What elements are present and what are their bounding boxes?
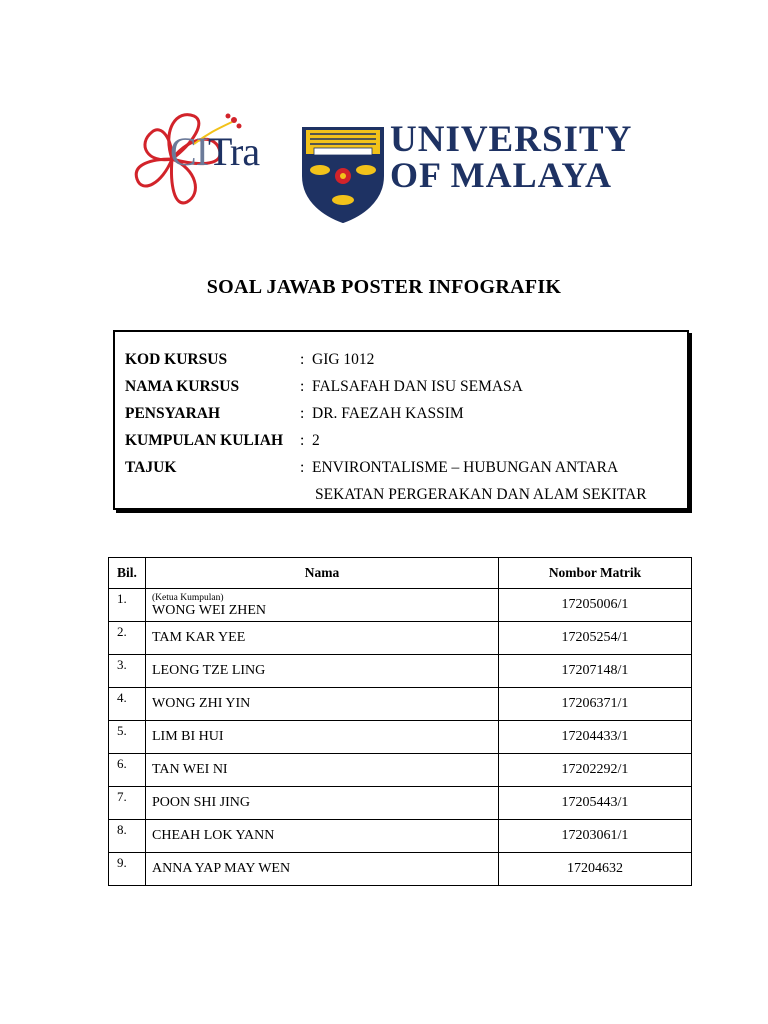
row-nama: ANNA YAP MAY WEN <box>146 853 499 886</box>
row-matrik: 17206371/1 <box>499 688 692 721</box>
row-nama: TAM KAR YEE <box>146 622 499 655</box>
kod-colon: : <box>300 351 305 368</box>
row-matrik: 17203061/1 <box>499 820 692 853</box>
header-bil: Bil. <box>109 558 146 589</box>
header-matrik: Nombor Matrik <box>499 558 692 589</box>
pensyarah-value: DR. FAEZAH KASSIM <box>312 405 464 422</box>
row-nama-text: WONG WEI ZHEN <box>152 602 267 618</box>
tajuk-colon: : <box>300 459 305 476</box>
row-matrik: 17205443/1 <box>499 787 692 820</box>
table-row <box>109 589 692 622</box>
nama-kursus-value: FALSAFAH DAN ISU SEMASA <box>312 378 523 395</box>
table-row <box>109 688 692 721</box>
row-bil: 3. <box>109 655 146 688</box>
leader-note: (Ketua Kumpulan) <box>152 592 224 603</box>
citra-logo-text <box>170 128 259 175</box>
table-row <box>109 721 692 754</box>
nama-kursus-label: NAMA KURSUS <box>125 378 240 395</box>
row-nama: LIM BI HUI <box>146 721 499 754</box>
row-matrik: 17204433/1 <box>499 721 692 754</box>
table-header-row <box>109 558 692 589</box>
tajuk-label: TAJUK <box>125 459 177 476</box>
row-matrik: 17205254/1 <box>499 622 692 655</box>
um-wordmark-of-m: OF M <box>390 155 486 195</box>
um-wordmark-alaya: ALAYA <box>485 155 613 195</box>
row-bil: 9. <box>109 853 146 886</box>
table-row <box>109 622 692 655</box>
row-nama: POON SHI JING <box>146 787 499 820</box>
row-matrik: 17204632 <box>499 853 692 886</box>
row-bil: 8. <box>109 820 146 853</box>
row-bil: 5. <box>109 721 146 754</box>
members-table <box>108 557 692 886</box>
row-bil: 2. <box>109 622 146 655</box>
kod-label: KOD KURSUS <box>125 351 228 368</box>
kumpulan-value: 2 <box>312 432 320 449</box>
kumpulan-colon: : <box>300 432 305 449</box>
citra-text-ci: CI <box>170 129 208 174</box>
row-matrik: 17207148/1 <box>499 655 692 688</box>
table-row <box>109 754 692 787</box>
university-crest-icon <box>300 124 386 224</box>
pensyarah-label: PENSYARAH <box>125 405 221 422</box>
row-bil: 6. <box>109 754 146 787</box>
row-nama: TAN WEI NI <box>146 754 499 787</box>
pensyarah-colon: : <box>300 405 305 422</box>
header-nama: Nama <box>146 558 499 589</box>
row-matrik: 17205006/1 <box>499 589 692 622</box>
page-title: SOAL JAWAB POSTER INFOGRAFIK <box>206 276 562 298</box>
kod-value: GIG 1012 <box>312 351 375 368</box>
row-bil: 7. <box>109 787 146 820</box>
tajuk-value-line1: ENVIRONTALISME – HUBUNGAN ANTARA <box>312 459 619 476</box>
row-matrik: 17202292/1 <box>499 754 692 787</box>
tajuk-value-line2: SEKATAN PERGERAKAN DAN ALAM SEKITAR <box>315 486 647 503</box>
course-info-box <box>113 330 689 510</box>
nama-kursus-colon: : <box>300 378 305 395</box>
row-bil: 1. <box>109 589 146 622</box>
row-nama: LEONG TZE LING <box>146 655 499 688</box>
table-row <box>109 787 692 820</box>
citra-text-tra: Tra <box>208 129 260 174</box>
table-row <box>109 853 692 886</box>
kumpulan-label: KUMPULAN KULIAH <box>125 432 284 449</box>
um-wordmark-line2 <box>390 154 612 196</box>
table-row <box>109 655 692 688</box>
row-nama: CHEAH LOK YANN <box>146 820 499 853</box>
row-nama: WONG ZHI YIN <box>146 688 499 721</box>
table-row <box>109 820 692 853</box>
um-wordmark-line1: UNIVERSITY <box>390 119 633 160</box>
row-bil: 4. <box>109 688 146 721</box>
row-nama <box>146 589 499 622</box>
